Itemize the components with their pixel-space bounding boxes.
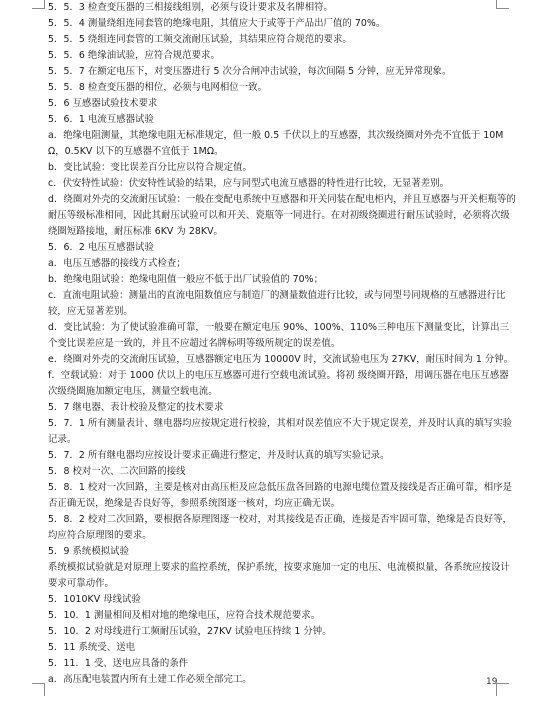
paragraph-5-6-2-b: b．绝缘电阻试验：绝缘电阻值一般应不低于出厂试验值的 70%； (48, 274, 324, 285)
heading-5-6: 5．6 互感器试验技术要求 (48, 98, 158, 109)
line-5-5-8: 5．5．8 检查变压器的相位，必须与电网相位一致。 (48, 82, 268, 93)
heading-5-9: 5．9 系统模拟试验 (48, 546, 130, 557)
paragraph-5-8-2: 5．8．2 校对二次回路，要根据各原理图逐一校对，对其接线是否正确，连接是否牢固可靠，绝缘是否良好等，均应符合原理图的要求。 (48, 514, 513, 541)
paragraph-5-10-2: 5．10．2 对母线进行工频耐压试验，27KV 试验电压持续 1 分钟。 (48, 626, 332, 637)
line-5-5-5: 5．5．5 绕组连同套管的工频交流耐压试验，其结果应符合规范的要求。 (48, 34, 352, 45)
crop-mark-top-left (32, 0, 45, 9)
crop-mark-bottom-left (32, 683, 45, 696)
paragraph-5-10-1: 5．10．1 测量相间及相对地的绝缘电压，应符合技术规范要求。 (48, 610, 321, 621)
paragraph-5-6-2-f: f．空载试验：对于 1000 伏以上的电压互感器可进行空载电流试验。将初 级绕圈开路，用调压器在电压互感器次级绕圈施加额定电压，测量空载电流。 (48, 370, 509, 397)
paragraph-5-9: 系统模拟试验就是对原理上要求的监控系统，保护系统，按要求施加一定的电压、电流模拟量，各系统应按设计要求可靠动作。 (48, 562, 510, 589)
heading-5-11: 5．11 系统受、送电 (48, 642, 136, 653)
heading-5-11-1: 5．11．1 受、送电应具备的条件 (48, 658, 189, 669)
document-body (48, 0, 516, 688)
heading-5-6-1: 5．6．1 电流互感器试验 (48, 114, 154, 125)
heading-5-6-2: 5．6．2 电压互感器试验 (48, 242, 154, 253)
paragraph-5-11-1-a: a．高压配电装置内所有土建工作必须全部完工。 (48, 674, 252, 685)
heading-5-8: 5．8 校对一次、二次回路的接线 (48, 466, 186, 477)
heading-5-10: 5．1010KV 母线试验 (48, 594, 141, 605)
paragraph-5-8-1: 5．8．1 校对一次回路，主要是核对由高压柜及应急低压盘各回路的电源电缆位置及接线是否正确可靠，相序是否正确无误，绝缘是否良好等，参照系统图逐一核对，均应正确无误。 (48, 482, 513, 509)
line-5-5-4: 5．5．4 测量绕组连同套管的绝缘电阻，其值应大于或等于产品出厂值的 70%。 (48, 18, 386, 29)
paragraph-5-7-2: 5．7．2 所有继电器均应按设计要求正确进行整定，并及时认真的填写实验记录。 (48, 450, 390, 461)
line-5-5-7: 5．5．7 在额定电压下，对变压器进行 5 次分合闸冲击试验，每次间隔 5 分钟，应无异常现象。 (48, 66, 452, 77)
heading-5-7: 5．7 继电器、表计校验及整定的技术要求 (48, 402, 224, 413)
paragraph-5-6-2-e: e．绕圈对外壳的交流耐压试验，互感器额定电压为 10000V 时，交流试验电压为 27KV，耐压时间为 1 分钟。 (48, 354, 514, 365)
paragraph-5-6-2-d: d．变比试验：为了使试验准确可靠，一般要在额定电压 90%、100%、110%三种电压下测量变比，计算出三个变比误差应是一致的，并且不应超过名牌标明等级所规定的误差值。 (48, 322, 510, 349)
page-number: 19 (486, 677, 498, 687)
line-5-5-3: 5．5．3 检查变压器的三相接线组别，必须与设计要求及名牌相符。 (48, 2, 333, 13)
paragraph-5-6-1-c: c．伏安特性试验：伏安特性试验的结果，应与同型式电流互感器的特性进行比较，无显著差别。 (48, 178, 450, 189)
line-5-5-6: 5．5．6 绝缘油试验，应符合规范要求。 (48, 50, 220, 61)
paragraph-5-6-2-c: c．直流电阻试验：测量出的直流电阻数值应与制造厂的测量数值进行比较，或与同型号同规格的互感器进行比较，应无显著差别。 (48, 290, 506, 317)
paragraph-5-7-1: 5．7．1 所有测量表计、继电器均应按规定进行校验，其相对误差值应不大于规定误差，并及时认真的填写实验记录。 (48, 418, 513, 445)
paragraph-5-6-1-b: b．变比试验：变比误差百分比应以符合规定值。 (48, 162, 252, 173)
paragraph-5-6-2-a: a．电压互感器的接线方式检查； (48, 258, 186, 269)
paragraph-5-6-1-a: a．绝缘电阻测量，其绝缘电阻无标准规定，但一般 0.5 千伏以上的互感器，其次级绕圈对外壳不宜低于 10MΩ，0.5KV 以下的互感器不宜低于 1MΩ。 (48, 130, 504, 157)
paragraph-5-6-1-d: d．绕圈对外壳的交流耐压试验：一般在变配电系统中互感器和开关同装在配电柜内，并且互感器与开关柜瓶等的耐压等级标准相同，因此其耐压试验可以和开关、瓷瓶等一同进行。在对初级绕圈进行耐压试验时，必须将次级绕圈短路接地，耐压标准 6KV 为 28KV。 (48, 194, 516, 237)
